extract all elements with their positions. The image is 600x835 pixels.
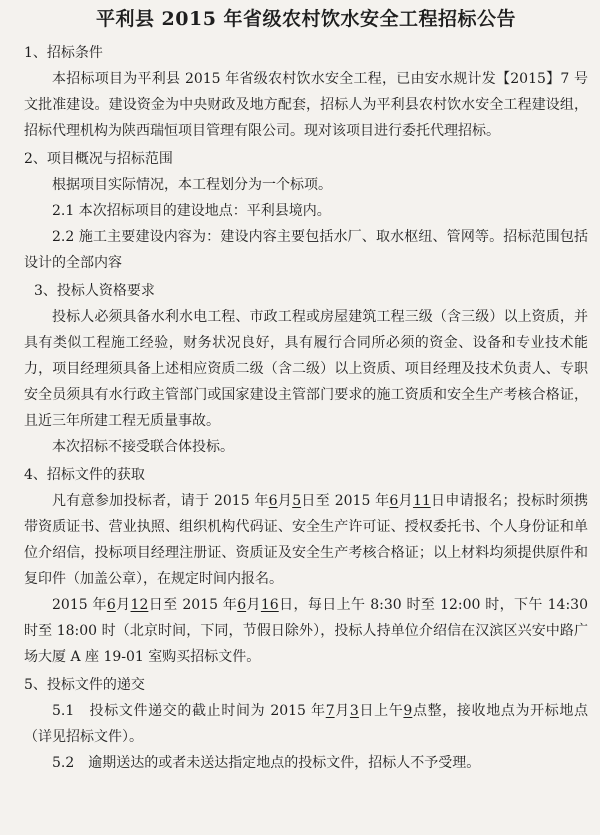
section-4-paragraph-2 bbox=[24, 592, 588, 670]
text-run: 日至 2015 年 bbox=[148, 597, 238, 613]
section-1-heading: 1、招标条件 bbox=[24, 45, 103, 61]
text-run: 日上午 bbox=[358, 703, 404, 719]
day-underlined: 5 bbox=[292, 493, 302, 509]
text-run: 2015 年 bbox=[52, 597, 107, 613]
section-2-2: 2.2 施工主要建设内容为：建设内容主要包括水厂、取水枢纽、管网等。招标范围包括设计的全部内容 bbox=[24, 229, 588, 271]
section-5-1 bbox=[24, 698, 588, 750]
text-run: 日，每日上午 8:30 时至 12:00 时，下午 14:30 时至 18:00 时（北京时间，下同，节假日除外），投标人持单位介绍信在汉滨区兴安中路广场大厦 A 座 19-01 室购买招标文件。 bbox=[24, 597, 588, 665]
section-2-paragraph: 根据项目实际情况，本工程划分为一个标项。 bbox=[52, 177, 332, 193]
section-3-paragraph: 投标人必须具备水利水电工程、市政工程或房屋建筑工程三级（含三级）以上资质，并具有类似工程施工经验，财务状况良好，具有履行合同所必须的资金、设备和专业技术能力，项目经理须具备上述相应资质二级（含二级）以上资质、项目经理及技术负责人、专职安全员须具有水行政主管部门或国家建设主管部门要求的施工资质和安全生产考核合格证，且近三年所建工程无质量事故。 bbox=[24, 309, 588, 429]
section-1 bbox=[24, 40, 588, 144]
section-4 bbox=[24, 462, 588, 670]
month-underlined: 6 bbox=[389, 493, 399, 509]
text-run: 月 bbox=[246, 597, 261, 613]
section-3-paragraph-2: 本次招标不接受联合体投标。 bbox=[52, 439, 234, 455]
text-run: 5.1 投标文件递交的截止时间为 2015 年 bbox=[52, 703, 326, 719]
day-underlined: 3 bbox=[349, 703, 359, 719]
section-4-paragraph-1 bbox=[24, 488, 588, 592]
section-5-2: 5.2 逾期送达的或者未送达指定地点的投标文件，招标人不予受理。 bbox=[52, 755, 481, 771]
month-underlined: 6 bbox=[268, 493, 278, 509]
section-5 bbox=[24, 672, 588, 776]
text-run: 凡有意参加投标者，请于 2015 年 bbox=[52, 493, 269, 509]
section-1-paragraph: 本招标项目为平利县 2015 年省级农村饮水安全工程，已由安水规计发【2015】7 号文批准建设。建设资金为中央财政及地方配套，招标人为平利县农村饮水安全工程建设组，招标代理机构为陕西瑞恒项目管理有限公司。现对该项目进行委托代理招标。 bbox=[24, 71, 588, 139]
day-underlined: 16 bbox=[260, 597, 279, 613]
page-title: 平利县 2015 年省级农村饮水安全工程招标公告 bbox=[95, 8, 517, 30]
text-run: 日至 2015 年 bbox=[301, 493, 390, 509]
section-2-heading: 2、项目概况与招标范围 bbox=[24, 151, 173, 167]
section-2 bbox=[24, 146, 588, 276]
day-underlined: 11 bbox=[412, 493, 431, 509]
text-run: 日申请报名；投标时须携带资质证书、营业执照、组织机构代码证、安全生产许可证、授权委托书、个人身份证和单位介绍信，投标项目经理注册证、资质证及安全生产考核合格证；以上材料均须提供原件和复印件（加盖公章），在规定时间内报名。 bbox=[24, 493, 589, 587]
section-3 bbox=[24, 278, 588, 460]
text-run: 月 bbox=[277, 493, 293, 509]
text-run: 月 bbox=[398, 493, 413, 509]
section-2-1: 2.1 本次招标项目的建设地点：平利县境内。 bbox=[52, 203, 331, 219]
month-underlined: 6 bbox=[237, 597, 247, 613]
month-underlined: 6 bbox=[106, 597, 116, 613]
section-5-heading: 5、投标文件的递交 bbox=[24, 677, 145, 693]
section-3-heading: 3、投标人资格要求 bbox=[34, 283, 155, 299]
month-underlined: 7 bbox=[325, 703, 335, 719]
day-underlined: 12 bbox=[130, 597, 149, 613]
text-run: 月 bbox=[334, 703, 350, 719]
section-4-heading: 4、招标文件的获取 bbox=[24, 467, 145, 483]
hour-underlined: 9 bbox=[403, 703, 413, 719]
text-run: 月 bbox=[115, 597, 131, 613]
text-run: 点整，接收地点为开标地点（详见招标文件）。 bbox=[24, 703, 589, 745]
